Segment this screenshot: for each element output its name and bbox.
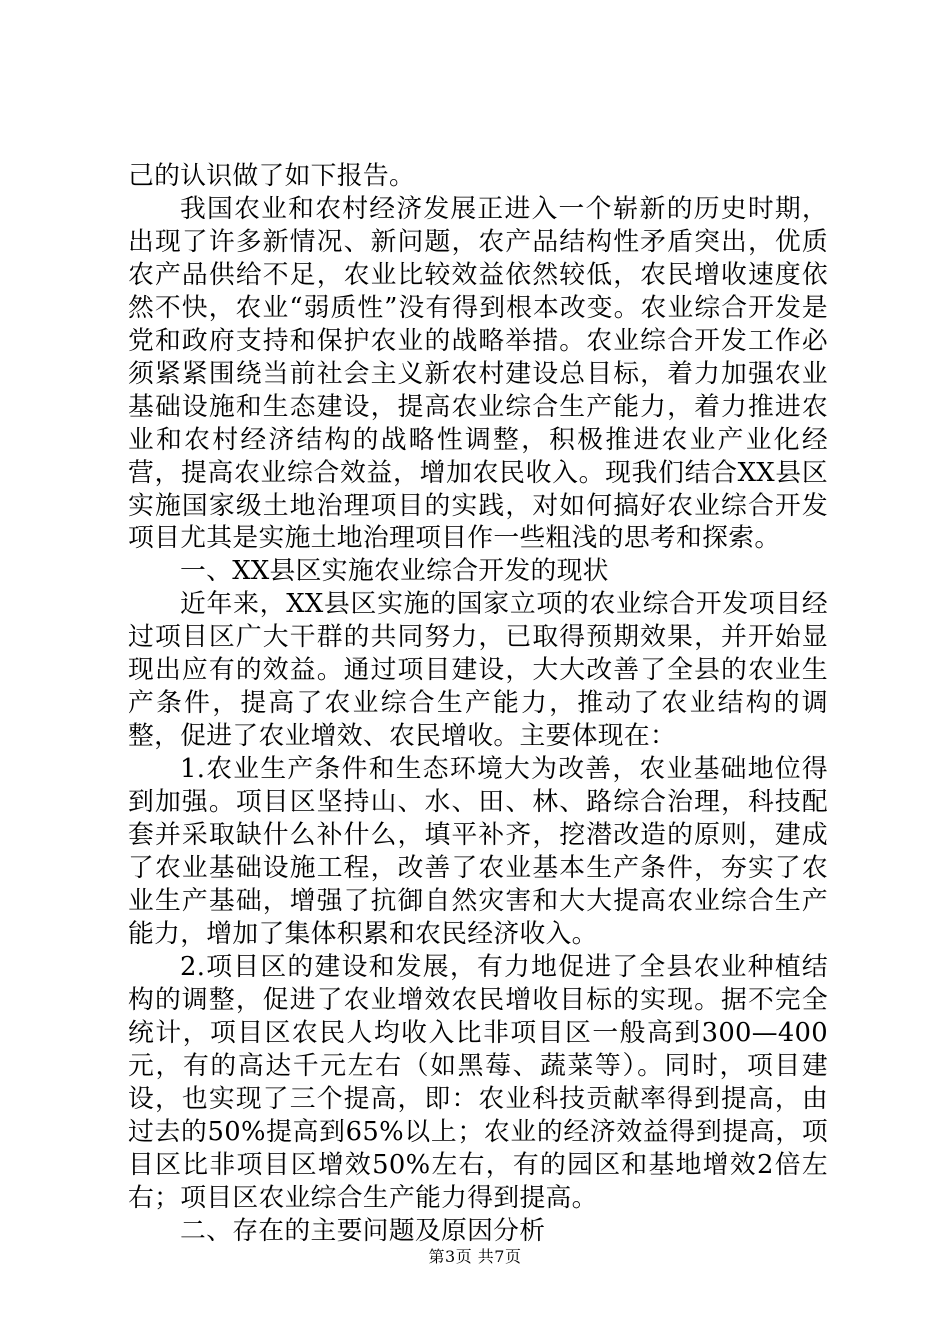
paragraph-introduction: 我国农业和农村经济发展正进入一个崭新的历史时期，出现了许多新情况、新问题，农产品结构性矛盾突出，优质农产品供给不足，农业比较效益依然较低，农民增收速度依然不快，农业“弱质性”没有得到根本改变。农业综合开发是党和政府支持和保护农业的战略举措。农业综合开发工作必须紧紧围绕当前社会主义新农村建设总目标，着力加强农业基础设施和生态建设，提高农业综合生产能力，着力推进农业和农村经济结构的战略性调整，积极推进农业产业化经营，提高农业综合效益，增加农民收入。现我们结合XX县区实施国家级土地治理项目的实践，对如何搞好农业综合开发项目尤其是实施土地治理项目作一些粗浅的思考和探索。: [128, 193, 828, 554]
section-heading-problems: 二、存在的主要问题及原因分析: [180, 1215, 546, 1246]
section-heading-current-status: 一、XX县区实施农业综合开发的现状: [180, 556, 609, 587]
document-body: [128, 160, 828, 1247]
page-number-label: 第3页 共7页: [428, 1247, 522, 1266]
paragraph-continuation: 己的认识做了如下报告。: [128, 161, 416, 191]
paragraph-recent-years: 近年来，XX县区实施的国家立项的农业综合开发项目经过项目区广大干群的共同努力，已取得预期效果，并开始显现出应有的效益。通过项目建设，大大改善了全县的农业生产条件，提高了农业综合生产能力，推动了农业结构的调整，促进了农业增效、农民增收。主要体现在：: [128, 589, 828, 752]
paragraph-point-2: 2.项目区的建设和发展，有力地促进了全县农业种植结构的调整，促进了农业增效农民增收目标的实现。据不完全统计，项目区农民人均收入比非项目区一般高到300—400元，有的高达千元左右（如黑莓、蔬菜等）。同时，项目建设，也实现了三个提高，即：农业科技贡献率得到提高，由过去的50%提高到65%以上；农业的经济效益得到提高，项目区比非项目区增效50%左右，有的园区和基地增效2倍左右；项目区农业综合生产能力得到提高。: [128, 951, 828, 1213]
page-footer: [0, 1247, 950, 1267]
paragraph-point-1: 1.农业生产条件和生态环境大为改善，农业基础地位得到加强。项目区坚持山、水、田、林、路综合治理，科技配套并采取缺什么补什么，填平补齐，挖潜改造的原则，建成了农业基础设施工程，改善了农业基本生产条件，夯实了农业生产基础，增强了抗御自然灾害和大大提高农业综合生产能力，增加了集体积累和农民经济收入。: [128, 754, 828, 949]
